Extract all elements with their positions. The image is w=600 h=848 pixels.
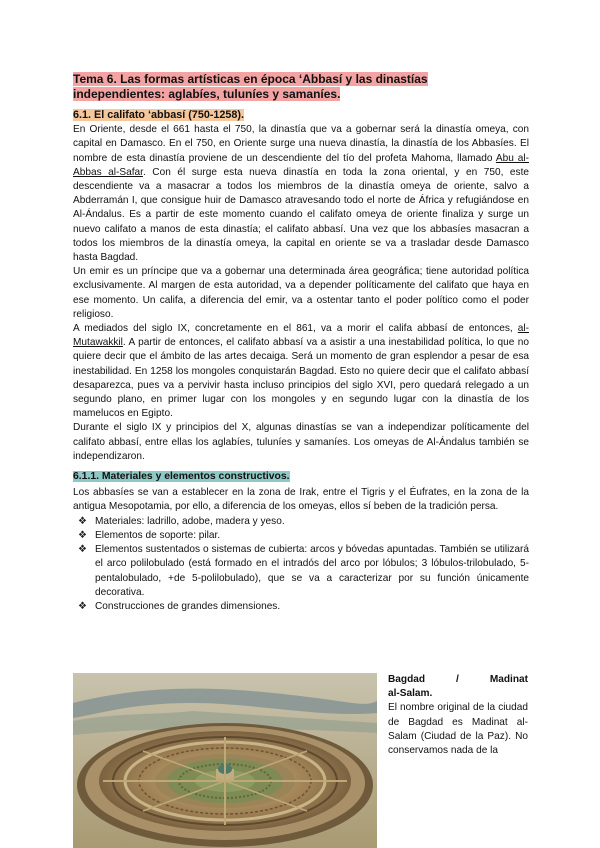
diamond-bullet-icon: ❖ <box>78 600 87 612</box>
caption-body: El nombre original de la ciudad de Bagdad es Madinat al-Salam (Ciudad de la Paz). No conservamos nada de la <box>388 702 528 757</box>
materials-list <box>73 515 529 614</box>
title-line-2: independientes: aglabíes, tuluníes y samaníes. <box>73 87 341 101</box>
list-item: ❖ Materiales: ladrillo, adobe, madera y yeso. <box>95 515 529 529</box>
paragraph-independent-dynasties: Durante el siglo IX y principios del X, algunas dinastías se van a independizar políticamente del califato abbasí, entre ellas los aglabíes, tuluníes y samaníes. Los omeyas de Al-Ándalus también se independizaron. <box>73 422 529 462</box>
paragraph-materials-intro: Los abbasíes se van a establecer en la zona de Irak, entre el Tigris y el Éufrates, en la zona de la antigua Mesopotamia, por ello, a diferencia de los omeyas, ellos sí beben de la tradición persa. <box>73 487 529 513</box>
figure-caption <box>388 673 528 758</box>
section-heading-materiales: 6.1.1. Materiales y elementos constructivos. <box>73 471 290 483</box>
diamond-bullet-icon: ❖ <box>78 529 87 541</box>
diamond-bullet-icon: ❖ <box>78 544 87 556</box>
baghdad-round-city-illustration <box>73 673 377 848</box>
list-item: ❖ Elementos sustentados o sistemas de cubierta: arcos y bóvedas apuntadas. También se utilizará el arco polilobulado (está formado en el intradós del arco por lóbulos; 3 lóbulos-trilobulado, 5-pentalobulado, +de 5-polilobulado), que se va a caracterizar por su función únicamente decorativa. <box>78 544 529 598</box>
paragraph-emir: Un emir es un príncipe que va a gobernar una determinada área geográfica; tiene autoridad política exclusivamente. Al margen de esta autoridad, va a depender políticamente del califato que haya en ese momento. Un califa, a diferencia del emir, va a ostentar tanto el poder político como el poder religioso. <box>73 266 529 320</box>
title-line-1: Tema 6. Las formas artísticas en época ‘Abbasí y las dinastías <box>73 72 428 86</box>
page-title <box>73 72 529 102</box>
caption-title: Bagdad / Madinat <box>388 674 528 685</box>
diamond-bullet-icon: ❖ <box>78 515 87 527</box>
caption-title-line-2: al-Salam. <box>388 688 433 700</box>
name-al-mutawakkil: al-Mutawakkil <box>73 323 529 349</box>
document-body <box>73 72 529 614</box>
list-item: ❖ Elementos de soporte: pilar. <box>95 529 529 543</box>
list-item: ❖ Construcciones de grandes dimensiones. <box>95 600 529 614</box>
section-heading-califato: 6.1. El califato ‘abbasí (750-1258). <box>73 109 245 121</box>
paragraph-mutawakkil: A mediados del siglo IX, concretamente en el 861, va a morir el califa abbasí de entonces, al-Mutawakkil. A partir de entonces, el califato abbasí va a asistir a una inestabilidad política, lo que no quiere decir que el ámbito de las artes decaiga. Será un momento de gran esplendor a pesar de esa inestabilidad. En 1258 los mongoles conquistarán Bagdad. Esto no quiere decir que el califato abbasí desaparezca, pues va a pervivir hasta incluso principios del siglo XVI, pero quedará relegado a un segundo plano, en primer lugar con los mongoles y en segundo lugar con la dinastía de los mamelucos en Egipto. <box>73 323 529 420</box>
paragraph-origin: En Oriente, desde el 661 hasta el 750, la dinastía que va a gobernar será la dinastía omeya, con capital en Damasco. En el 750, en Oriente surge una nueva dinastía, la dinastía de los Abbasíes. El nombre de esta dinastía proviene de un descendiente del tío del profeta Mahoma, llamado Abu al-Abbas al-Safar. Con él surge esta nueva dinastía en toda la zona oriental, y en 750, este descendiente va a masacrar a todos los miembros de la dinastía omeya de oriente, salvo a Abderramán I, que consigue huir de Damasco atravesando todo el norte de África y refugiándose en Al-Ándalus. Es a partir de este momento cuando el califato omeya de oriente finaliza y surge un nuevo califato a manos de esta dinastía; el califato abbasí. Una vez que los abbasíes masacran a todos los miembros de la dinastía omeya, la capital en oriente se va a trasladar desde Damasco hasta Bagdad. <box>73 124 530 264</box>
name-abu-al-abbas: Abu al-Abbas al-Safar <box>73 152 530 178</box>
